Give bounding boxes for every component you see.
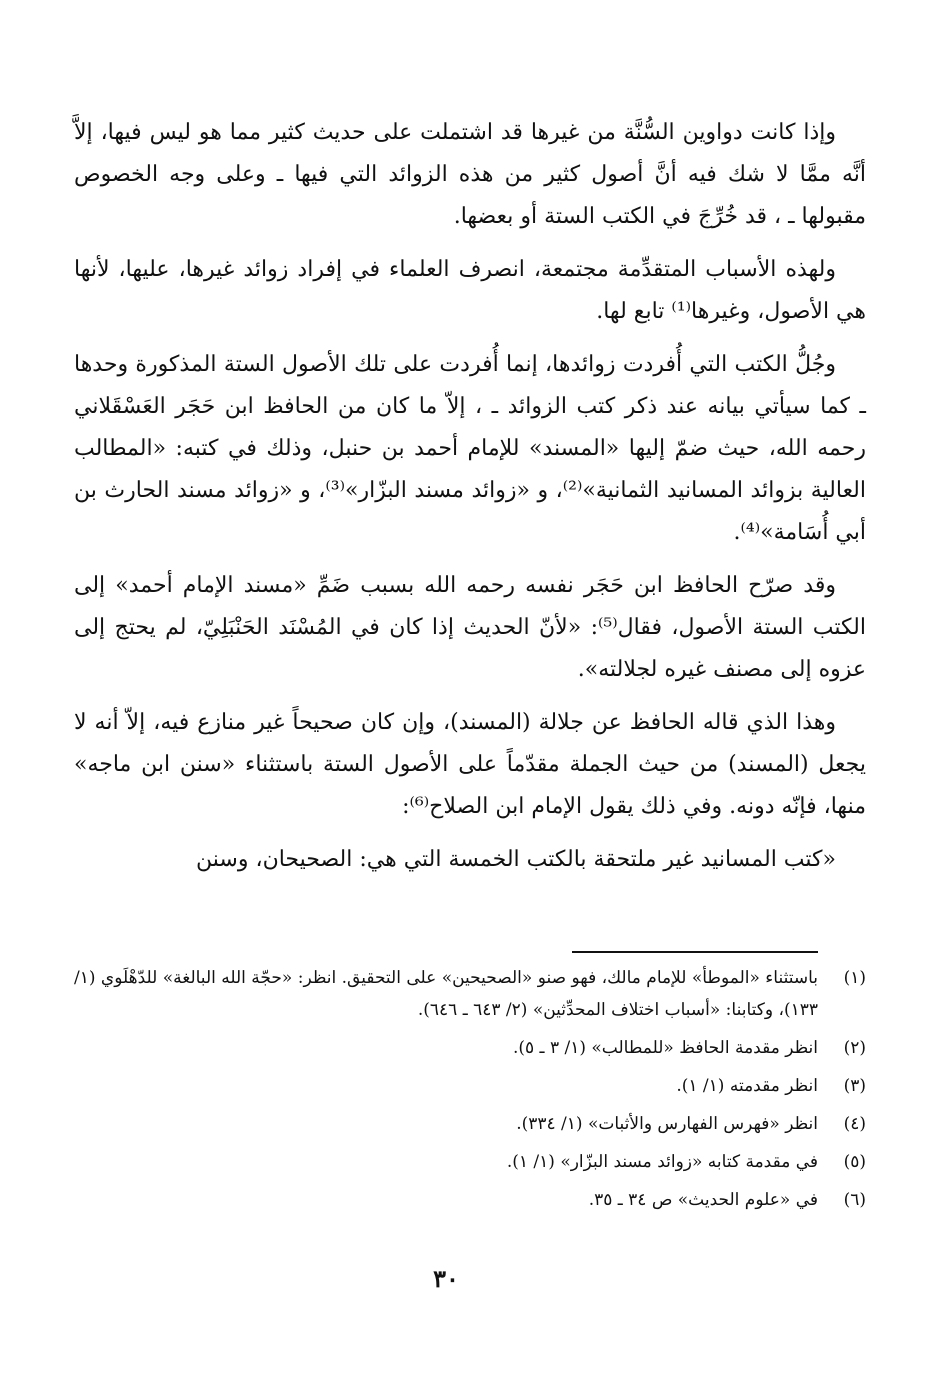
paragraph-6: «كتب المسانيد غير ملتحقة بالكتب الخمسة التي هي: الصحيحان، وسنن: [196, 847, 836, 872]
footnote-number: (٣): [843, 1076, 866, 1096]
paragraph-4: وقد صرّح الحافظ ابن حَجَر نفسه رحمه الله بسبب ضَمِّ «مسند الإمام أحمد» إلى الكتب الستة الأصول، فقال⁽⁵⁾: «لأنّ الحديث إذا كان في المُسْنَد الحَنْبَلِيّ، لم يحتج إلى عزوه إلى مصنف غيره لجلالته».: [74, 573, 866, 682]
footnotes: [74, 962, 866, 1222]
footnote-separator: [572, 951, 818, 953]
footnote: [74, 1070, 866, 1102]
footnote: [74, 962, 866, 1026]
footnote-number: (١): [843, 968, 866, 988]
footnote-number: (٦): [843, 1190, 866, 1210]
page-number: ٣٠: [433, 1264, 459, 1293]
paragraph-5: وهذا الذي قاله الحافظ عن جلالة (المسند)، وإن كان صحيحاً غير منازع فيه، إلاّ أنه لا يجعل (المسند) من حيث الجملة مقدّماً على الأصول الستة باستثناء «سنن ابن ماجه» منها، فإنّه دونه. وفي ذلك يقول الإمام ابن الصلاح⁽⁶⁾:: [74, 710, 866, 819]
footnote: [74, 1108, 866, 1140]
footnote: [74, 1184, 866, 1216]
footnote-number: (٤): [843, 1114, 866, 1134]
footnote-text: انظر مقدمته (١/ ١).: [676, 1076, 818, 1096]
paragraph-3: وجُلُّ الكتب التي أُفردت زوائدها، إنما أُفردت على تلك الأصول الستة المذكورة وحدها ـ كما سيأتي بيانه عند ذكر كتب الزوائد ـ ، إلاّ ما كان من الحافظ ابن حَجَر العَسْقَلاني رحمه الله، حيث ضمّ إليها «المسند» للإمام أحمد بن حنبل، وذلك في كتبه: «المطالب العالية بزوائد المسانيد الثمانية»⁽²⁾، و «زوائد مسند البزّار»⁽³⁾، و «زوائد مسند الحارث بن أبي أُسَامة»⁽⁴⁾.: [74, 352, 866, 545]
footnote-text: انظر «فهرس الفهارس والأثبات» (١/ ٣٣٤).: [516, 1114, 818, 1134]
paragraph-2: ولهذه الأسباب المتقدِّمة مجتمعة، انصرف العلماء في إفراد زوائد غيرها، عليها، لأنها هي الأصول، وغيرها⁽¹⁾ تابع لها.: [74, 257, 866, 324]
footnote-text: في «علوم الحديث» ص ٣٤ ـ ٣٥.: [588, 1190, 818, 1210]
paragraph-1: وإذا كانت دواوين السُّنَّة من غيرها قد اشتملت على حديث كثير مما هو ليس فيها، إلاَّ أنَّه ممَّا لا شك فيه أنَّ أصول كثير من هذه الزوائد التي فيها ـ وعلى وجه الخصوص مقبولها ـ ، قد خُرِّجَ في الكتب الستة أو بعضها.: [74, 120, 866, 229]
footnote-text: انظر مقدمة الحافظ «للمطالب» (١/ ٣ ـ ٥).: [512, 1038, 818, 1058]
footnote: [74, 1032, 866, 1064]
footnote: [74, 1146, 866, 1178]
footnote-number: (٥): [843, 1152, 866, 1172]
footnote-number: (٢): [843, 1038, 866, 1058]
main-text: [74, 112, 866, 881]
footnote-text: باستثناء «الموطأ» للإمام مالك، فهو صنو «الصحيحين» على التحقيق. انظر: «حجّة الله البالغة» للدّهْلَوي (١/ ١٣٣)، وكتابنا: «أسباب اختلاف المحدِّثين» (٢/ ٦٤٣ ـ ٦٤٦).: [74, 968, 818, 1020]
footnote-text: في مقدمة كتابه «زوائد مسند البزّار» (١/ ١).: [506, 1152, 818, 1172]
